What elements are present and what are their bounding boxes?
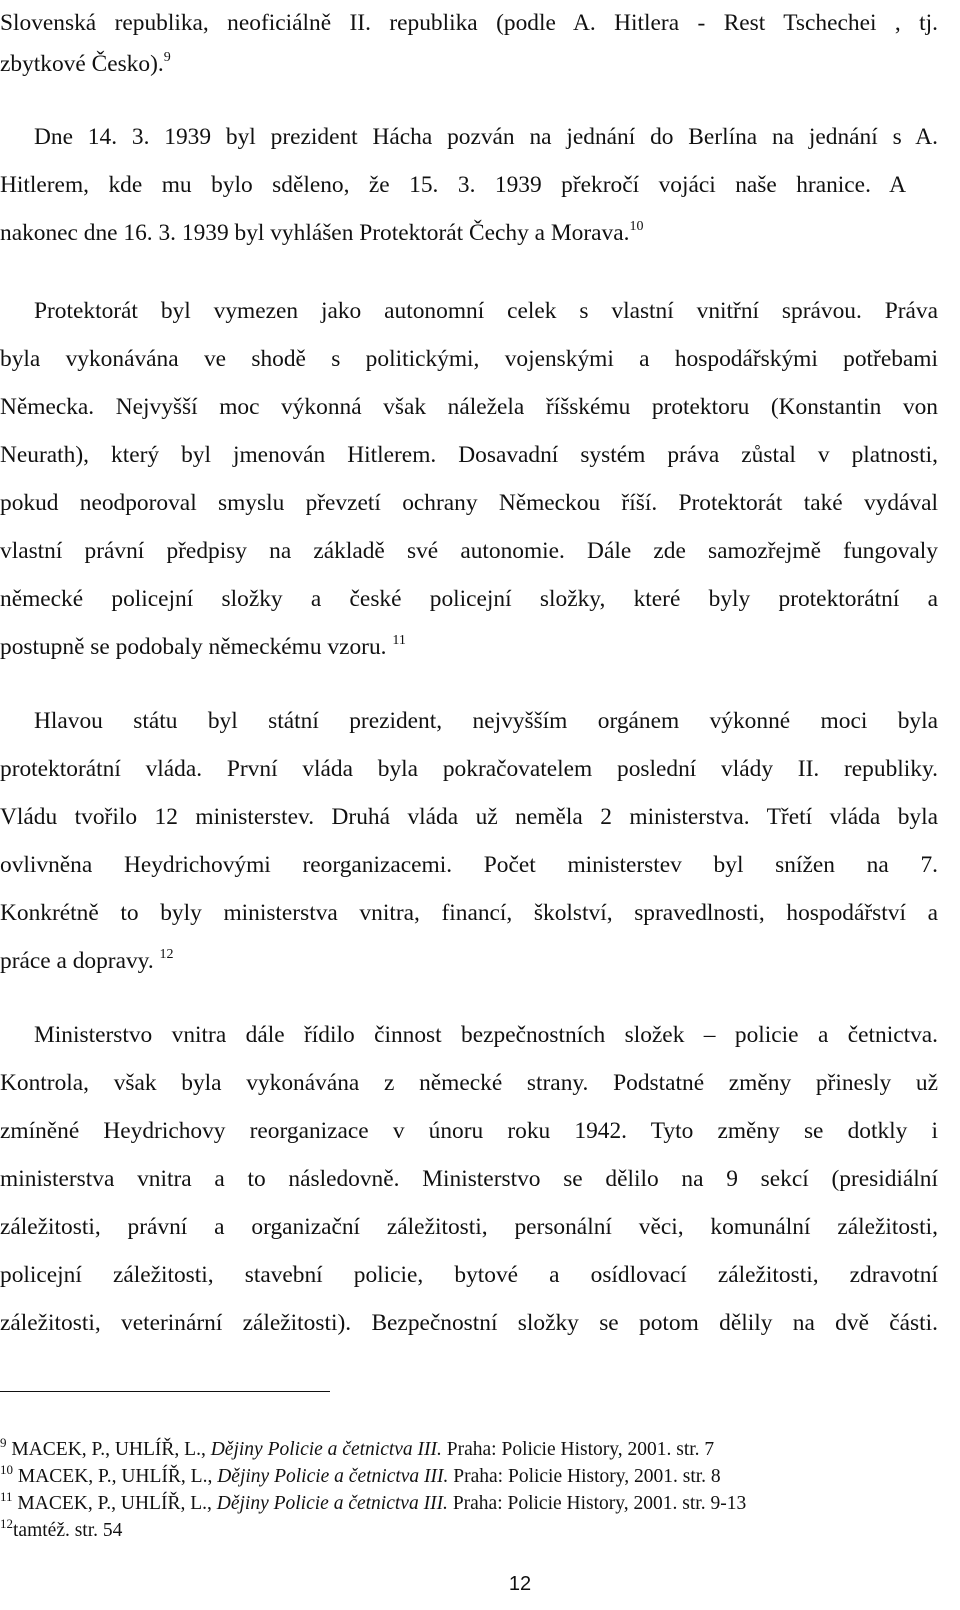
text-line: protektorátní vláda. První vláda byla pokračovatelem poslední vlády II. republiky. bbox=[0, 756, 938, 782]
text-line: vlastní právní předpisy na základě své autonomie. Dále zde samozřejmě fungovaly bbox=[0, 538, 938, 564]
text-line: zmíněné Heydrichovy reorganizace v únoru roku 1942. Tyto změny se dotkly i bbox=[0, 1118, 938, 1144]
footnote: $^{10}$ MACEK, P., UHLÍŘ, L., Dějiny Policie a četnictva III. Praha: Policie History, 2001. str. 8 bbox=[0, 1462, 721, 1487]
text-line: Hitlerem, kde mu bylo sděleno, že 15. 3. 1939 překročí vojáci naše hranice. A bbox=[0, 172, 906, 198]
text-line: policejní záležitosti, stavební policie, bytové a osídlovací záležitosti, zdravotní bbox=[0, 1262, 938, 1288]
footnote-ref[interactable]: 9 bbox=[163, 50, 171, 65]
footnote: $^9$ MACEK, P., UHLÍŘ, L., Dějiny Policie a četnictva III. Praha: Policie History, 2001. str. 7 bbox=[0, 1435, 715, 1460]
text-line: Slovenská republika, neoficiálně II. republika (podle A. Hitlera - Rest Tschechei , tj. bbox=[0, 10, 938, 36]
text-line: Neurath), který byl jmenován Hitlerem. Dosavadní systém práva zůstal v platnosti, bbox=[0, 442, 938, 468]
text-line: Konkrétně to byly ministerstva vnitra, financí, školství, spravedlnosti, hospodářství a bbox=[0, 900, 938, 926]
text-line: ovlivněna Heydrichovými reorganizacemi. Počet ministerstev byl snížen na 7. bbox=[0, 852, 938, 878]
text-line: záležitosti, právní a organizační záležitosti, personální věci, komunální záležitosti, bbox=[0, 1214, 938, 1240]
text-line: Protektorát byl vymezen jako autonomní celek s vlastní vnitřní správou. Práva bbox=[34, 298, 938, 324]
text-line: Vládu tvořilo 12 ministerstev. Druhá vláda už neměla 2 ministerstva. Třetí vláda byla bbox=[0, 804, 938, 830]
text-line: pokud neodporoval smyslu převzetí ochrany Německou říší. Protektorát také vydával bbox=[0, 490, 938, 516]
text-line: záležitosti, veterinární záležitosti). Bezpečnostní složky se potom dělily na dvě části. bbox=[0, 1310, 938, 1336]
footnote: $^{12}$tamtéž. str. 54 bbox=[0, 1516, 123, 1541]
text-line: zbytkové Česko).$^9$ bbox=[0, 50, 171, 77]
text-line: Kontrola, však byla vykonávána z německé strany. Podstatné změny přinesly už bbox=[0, 1070, 938, 1096]
text-line: Ministerstvo vnitra dále řídilo činnost bezpečnostních složek – policie a četnictva. bbox=[34, 1022, 938, 1048]
footnote-ref[interactable]: 10 bbox=[629, 219, 644, 234]
footnote-ref[interactable]: 11 bbox=[392, 633, 406, 648]
footnote: $^{11}$ MACEK, P., UHLÍŘ, L., Dějiny Policie a četnictva III. Praha: Policie History, 2001. str. 9-13 bbox=[0, 1489, 747, 1514]
text-line: Dne 14. 3. 1939 byl prezident Hácha pozván na jednání do Berlína na jednání s A. bbox=[34, 124, 938, 150]
footnote-ref[interactable]: 12 bbox=[159, 947, 174, 962]
text-line: byla vykonávána ve shodě s politickými, vojenskými a hospodářskými potřebami bbox=[0, 346, 938, 372]
text-line: práce a dopravy. $^{12}$ bbox=[0, 947, 174, 974]
text-line: postupně se podobaly německému vzoru. $^{11}$ bbox=[0, 633, 406, 660]
text-line: ministerstva vnitra a to následovně. Ministerstvo se dělilo na 9 sekcí (presidiální bbox=[0, 1166, 938, 1192]
text-line: Německa. Nejvyšší moc výkonná však náležela říšskému protektoru (Konstantin von bbox=[0, 394, 938, 420]
footnote-separator bbox=[0, 1391, 330, 1392]
text-line: Hlavou státu byl státní prezident, nejvyšším orgánem výkonné moci byla bbox=[34, 708, 938, 734]
text-line: německé policejní složky a české policejní složky, které byly protektorátní a bbox=[0, 586, 938, 612]
page-number: 12 bbox=[508, 1573, 532, 1595]
text-line: nakonec dne 16. 3. 1939 byl vyhlášen Protektorát Čechy a Morava.$^{10}$ bbox=[0, 219, 644, 246]
